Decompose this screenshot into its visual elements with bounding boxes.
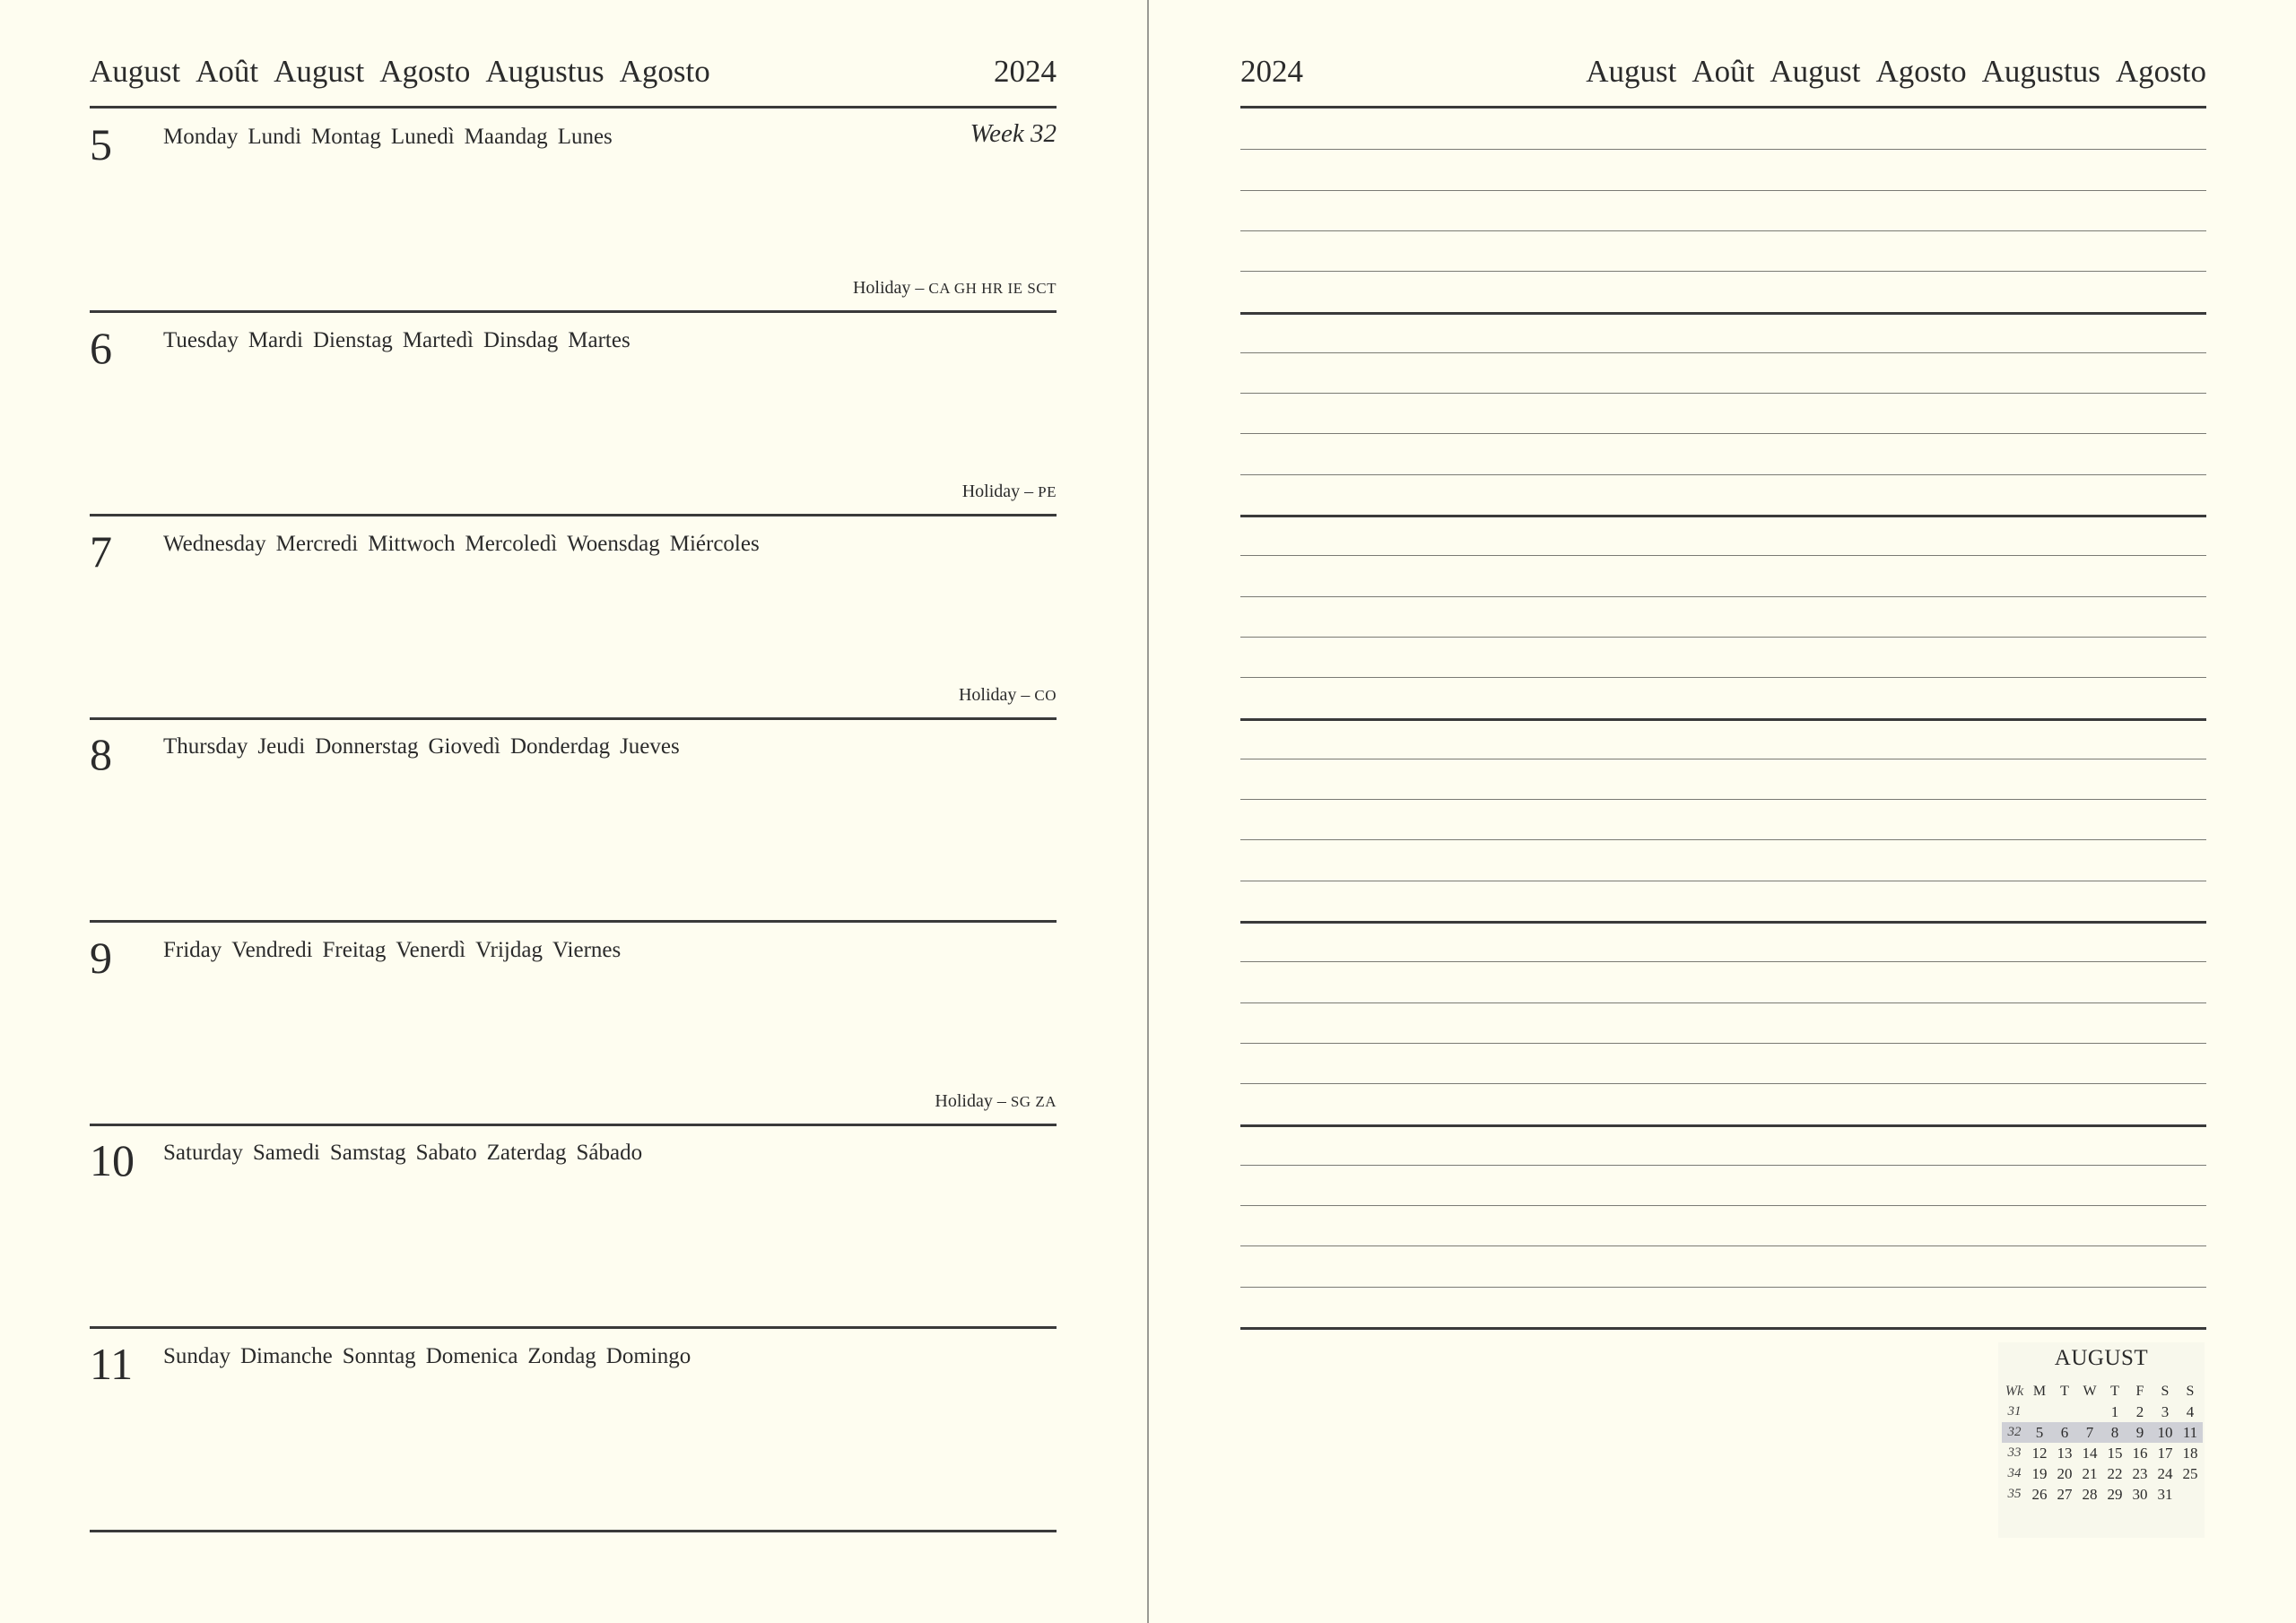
date-cell: 22 (2107, 1465, 2123, 1482)
week-number: 33 (2007, 1445, 2022, 1460)
week-number: 32 (2002, 1422, 2027, 1443)
note-line[interactable] (1240, 555, 2206, 556)
day-name: Maandag (464, 125, 548, 149)
mini-calendar-grid (2002, 1381, 2203, 1505)
mini-calendar-header-row (2002, 1381, 2203, 1402)
day-name: Montag (311, 125, 381, 149)
date-cell (2052, 1402, 2077, 1422)
day-name: Zaterdag (486, 1141, 567, 1165)
note-line[interactable] (1240, 1287, 2206, 1288)
note-line[interactable] (1240, 1205, 2206, 1206)
week-header: Wk (2005, 1384, 2024, 1399)
note-line[interactable] (1240, 718, 2206, 721)
day-names (163, 532, 770, 557)
note-line[interactable] (1240, 149, 2206, 150)
day-name: Giovedì (428, 734, 500, 759)
weekday-header: W (2083, 1384, 2097, 1399)
holiday-note (959, 685, 1057, 706)
day-name: Thursday (163, 734, 248, 759)
day-name: Vendredi (231, 938, 313, 962)
date-cell (2178, 1484, 2203, 1505)
note-line[interactable] (1240, 1327, 2206, 1330)
weekday-header: T (2110, 1384, 2119, 1399)
date-cell: 24 (2157, 1465, 2173, 1482)
day-block[interactable] (90, 1124, 1057, 1328)
weekday-header: S (2186, 1384, 2195, 1399)
day-name: Dinsdag (483, 328, 559, 352)
note-line[interactable] (1240, 352, 2206, 353)
date-cell: 17 (2157, 1445, 2173, 1462)
day-name: Mercredi (275, 532, 359, 556)
date-cell: 14 (2082, 1445, 2098, 1462)
mini-calendar-title: AUGUST (2054, 1346, 2149, 1370)
day-name: Miércoles (669, 532, 760, 556)
day-name: Donnerstag (315, 734, 419, 759)
day-block[interactable] (90, 516, 1057, 719)
day-name: Saturday (163, 1141, 243, 1165)
day-name: Friday (163, 938, 222, 962)
holiday-label: Holiday – (961, 482, 1034, 501)
day-block[interactable] (90, 1328, 1057, 1532)
note-line[interactable] (1240, 1124, 2206, 1127)
month-name: Agosto (379, 54, 471, 89)
date-cell: 9 (2127, 1422, 2152, 1443)
day-names (163, 1344, 700, 1369)
year-label: 2024 (1240, 54, 1303, 89)
day-name: Tuesday (163, 328, 239, 352)
day-name: Lunedì (390, 125, 455, 149)
date-cell: 23 (2132, 1465, 2148, 1482)
day-number: 5 (90, 119, 112, 169)
note-line[interactable] (1240, 271, 2206, 272)
mini-calendar-week-row (2002, 1463, 2203, 1484)
day-name: Dienstag (312, 328, 393, 352)
mini-calendar-current-week-row (2002, 1422, 2203, 1443)
day-name: Mardi (248, 328, 303, 352)
note-line[interactable] (1240, 677, 2206, 678)
day-names (163, 1141, 652, 1166)
week-number: 35 (2007, 1487, 2022, 1501)
date-cell: 27 (2057, 1486, 2073, 1503)
day-name: Dimanche (240, 1344, 333, 1368)
note-line[interactable] (1240, 190, 2206, 191)
holiday-note (962, 482, 1057, 502)
date-cell: 18 (2182, 1445, 2198, 1462)
month-name: August (1586, 54, 1677, 89)
note-line[interactable] (1240, 433, 2206, 434)
header-rule (1240, 106, 2206, 108)
note-line[interactable] (1240, 596, 2206, 597)
holiday-label: Holiday – (935, 1091, 1006, 1111)
date-cell: 30 (2132, 1486, 2148, 1503)
month-name: Août (1692, 54, 1755, 89)
note-line[interactable] (1240, 474, 2206, 475)
month-name: Augustus (485, 54, 604, 89)
day-name: Domenica (425, 1344, 518, 1368)
day-block[interactable] (90, 718, 1057, 922)
day-name: Sabato (415, 1141, 477, 1165)
date-cell: 1 (2110, 1403, 2119, 1420)
weekday-header: T (2060, 1384, 2069, 1399)
date-cell: 4 (2186, 1403, 2195, 1420)
day-name: Sábado (576, 1141, 643, 1165)
holiday-note (853, 278, 1057, 299)
page-gutter (1147, 0, 1149, 1623)
left-page (90, 0, 1057, 1623)
date-cell: 16 (2132, 1445, 2148, 1462)
holiday-label: Holiday – (852, 278, 925, 298)
note-line[interactable] (1240, 961, 2206, 962)
day-name: Vrijdag (475, 938, 543, 962)
day-name: Sunday (163, 1344, 230, 1368)
weekday-header: M (2032, 1384, 2047, 1399)
day-names (163, 938, 631, 963)
day-name: Wednesday (163, 532, 266, 556)
note-line[interactable] (1240, 1245, 2206, 1246)
day-name: Martes (568, 328, 631, 352)
holiday-codes: SG ZA (1010, 1093, 1057, 1110)
note-line[interactable] (1240, 1043, 2206, 1044)
date-cell (2027, 1402, 2052, 1422)
day-name: Viernes (552, 938, 622, 962)
note-line[interactable] (1240, 921, 2206, 924)
date-cell: 11 (2178, 1422, 2203, 1443)
day-name: Domingo (605, 1344, 691, 1368)
date-cell: 26 (2031, 1486, 2048, 1503)
holiday-note (935, 1091, 1057, 1112)
date-cell: 8 (2102, 1422, 2127, 1443)
month-name: Agosto (619, 54, 710, 89)
date-cell: 7 (2077, 1422, 2102, 1443)
date-cell: 28 (2082, 1486, 2098, 1503)
day-number: 7 (90, 526, 112, 577)
note-line[interactable] (1240, 230, 2206, 231)
day-names (163, 125, 622, 150)
day-name: Sonntag (342, 1344, 416, 1368)
note-line[interactable] (1240, 1083, 2206, 1084)
note-line[interactable] (1240, 312, 2206, 315)
note-line[interactable] (1240, 1165, 2206, 1166)
week-number: 31 (2007, 1404, 2022, 1419)
date-cell: 25 (2182, 1465, 2198, 1482)
day-name: Jeudi (257, 734, 306, 759)
weekday-header: F (2135, 1384, 2144, 1399)
day-divider (90, 1530, 1057, 1532)
day-number: 8 (90, 729, 112, 779)
day-name: Mercoledì (465, 532, 558, 556)
day-number: 10 (90, 1135, 135, 1185)
date-cell: 5 (2027, 1422, 2052, 1443)
date-cell: 19 (2031, 1465, 2048, 1482)
mini-calendar-week-row (2002, 1443, 2203, 1463)
holiday-label: Holiday – (958, 685, 1031, 705)
date-cell: 2 (2135, 1403, 2144, 1420)
day-name: Monday (163, 125, 239, 149)
day-name: Mittwoch (368, 532, 456, 556)
note-line[interactable] (1240, 515, 2206, 517)
note-line[interactable] (1240, 799, 2206, 800)
date-cell: 21 (2082, 1465, 2098, 1482)
holiday-codes: CO (1034, 687, 1057, 704)
holiday-codes: PE (1038, 483, 1057, 500)
date-cell: 20 (2057, 1465, 2073, 1482)
day-number: 11 (90, 1339, 134, 1389)
day-names (163, 328, 640, 353)
date-cell (2077, 1402, 2102, 1422)
date-cell: 3 (2161, 1403, 2170, 1420)
month-names (1570, 54, 2206, 90)
month-names (90, 54, 726, 90)
date-cell: 31 (2157, 1486, 2173, 1503)
day-name: Woensdag (567, 532, 660, 556)
weekday-header: S (2161, 1384, 2170, 1399)
day-name: Lundi (248, 125, 302, 149)
month-name: August (90, 54, 181, 89)
day-name: Venerdì (396, 938, 466, 962)
holiday-codes: CA GH HR IE SCT (928, 280, 1057, 297)
date-cell: 6 (2052, 1422, 2077, 1443)
date-cell: 29 (2107, 1486, 2123, 1503)
day-name: Zondag (527, 1344, 596, 1368)
month-name: August (274, 54, 365, 89)
note-line[interactable] (1240, 1002, 2206, 1003)
day-name: Jueves (620, 734, 680, 759)
day-name: Samedi (252, 1141, 320, 1165)
mini-calendar (1998, 1342, 2205, 1538)
note-line[interactable] (1240, 393, 2206, 394)
month-name: Agosto (1875, 54, 1967, 89)
mini-calendar-week-row (2002, 1484, 2203, 1505)
year-label: 2024 (994, 54, 1057, 89)
date-cell: 10 (2152, 1422, 2178, 1443)
day-name: Donderdag (510, 734, 611, 759)
month-name: Agosto (2115, 54, 2206, 89)
day-number: 6 (90, 323, 112, 373)
day-name: Freitag (322, 938, 387, 962)
date-cell: 12 (2031, 1445, 2048, 1462)
week-number: 34 (2007, 1466, 2022, 1480)
date-cell: 15 (2107, 1445, 2123, 1462)
day-block[interactable] (90, 922, 1057, 1125)
day-block[interactable] (90, 108, 1057, 312)
month-name: Augustus (1981, 54, 2100, 89)
note-line[interactable] (1240, 839, 2206, 840)
note-line[interactable] (1240, 637, 2206, 638)
date-cell: 13 (2057, 1445, 2073, 1462)
month-name: Août (196, 54, 259, 89)
day-name: Martedì (402, 328, 474, 352)
day-block[interactable] (90, 312, 1057, 516)
day-number: 9 (90, 933, 112, 983)
day-names (163, 734, 690, 759)
week-label: Week 32 (970, 119, 1057, 148)
day-name: Lunes (557, 125, 613, 149)
month-name: August (1770, 54, 1861, 89)
day-name: Samstag (329, 1141, 406, 1165)
mini-calendar-week-row (2002, 1402, 2203, 1422)
